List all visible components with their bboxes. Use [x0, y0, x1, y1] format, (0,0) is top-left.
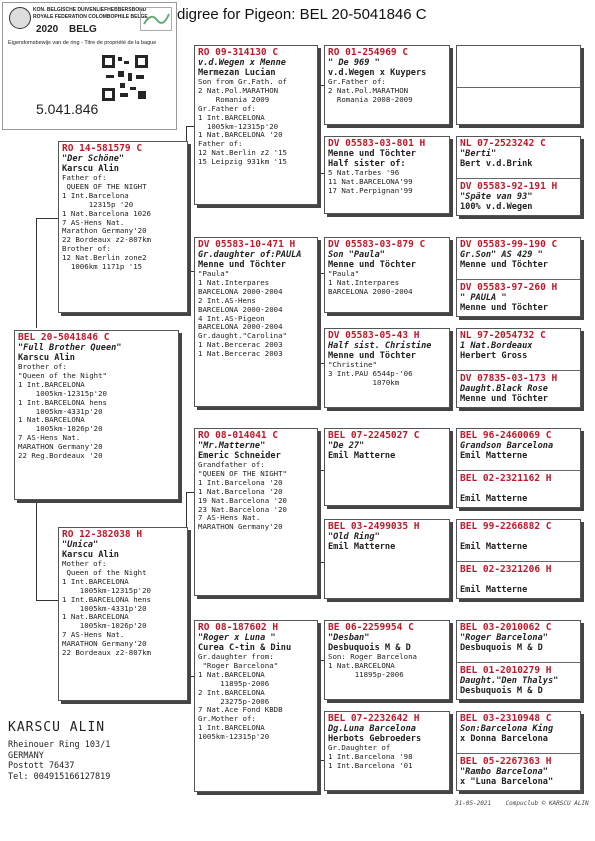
pigeon-info: "Christine" 3 Int.PAU 6544p-'06 1070km: [328, 360, 413, 387]
pigeon-card-sire[interactable]: [58, 141, 188, 313]
federation-name-nl: KON. BELGISCHE DUIVENLIEFHEBBERSBOND: [33, 7, 147, 13]
ring-number: BE 06-2259954 C: [328, 622, 414, 633]
pigeon-card-sdd[interactable]: [324, 328, 450, 408]
pigeon-name: Grandson Barcelona: [460, 441, 554, 451]
federation-name-fr: ROYALE FEDERATION COLOMBOPHILE BELGE: [33, 14, 148, 20]
pigeon-card-g5[interactable]: [457, 180, 580, 213]
pigeon-info: Son from Gr.Fath. of 2 Nat.Pol.MARATHON Romania 2009 Gr.Father of: 1 Int.BARCELONA 1005km-12315p'20 1 Nat.BARCELONA '20 Father of: 12 Nat.Berlin z2 '15 15 Leipzig 931km '15: [198, 77, 287, 167]
pigeon-card-g5[interactable]: [457, 664, 580, 697]
pigeon-name: Daught.Black Rose: [460, 384, 548, 394]
ring-number: BEL 02-2321206 H: [460, 564, 552, 575]
owner-name: Herbots Gebroeders: [328, 734, 422, 744]
page-title: digree for Pigeon: BEL 20-5041846 C: [177, 6, 427, 23]
connector: [186, 126, 194, 127]
pigeon-card-sds[interactable]: [324, 237, 450, 313]
pigeon-pair-2: [456, 136, 581, 216]
pigeon-card-dds[interactable]: [324, 620, 450, 700]
divider: [457, 87, 580, 88]
pigeon-name: "Späte van 93": [460, 192, 533, 202]
pigeon-card-g5[interactable]: [457, 712, 580, 752]
pigeon-name: "Roger x Luna ": [198, 633, 276, 643]
ring-number: 5.041.846: [36, 101, 99, 117]
ring-number: RO 08-014041 C: [198, 430, 279, 441]
owner-name: Emeric Schneider: [198, 451, 281, 461]
pigeon-name: "Unica": [62, 540, 99, 550]
connector: [186, 492, 194, 493]
owner-name: Desbuquois M & D: [460, 686, 543, 696]
pigeon-name: " De 969 ": [328, 58, 380, 68]
pigeon-card-g5[interactable]: [457, 137, 580, 177]
ring-number: RO 08-187602 H: [198, 622, 279, 633]
divider: [457, 279, 580, 280]
pigeon-card-g5[interactable]: [457, 89, 580, 91]
pigeon-card-ds[interactable]: [194, 428, 318, 596]
ring-number: BEL 01-2010279 H: [460, 665, 552, 676]
pigeon-name: [460, 484, 577, 494]
ring-number: BEL 02-2321162 H: [460, 473, 552, 484]
divider: [457, 662, 580, 663]
divider: [457, 753, 580, 754]
pigeon-name: Son "Paula": [328, 250, 385, 260]
owner-name: Emil Matterne: [460, 585, 528, 595]
ring-number: BEL 03-2010062 C: [460, 622, 552, 633]
ring-number: RO 12-382038 H: [62, 529, 143, 540]
pigeon-name: " PAULA ": [460, 293, 507, 303]
owner-name: Herbert Gross: [460, 351, 528, 361]
pigeon-name: "De 27": [328, 441, 365, 451]
owner-name: x "Luna Barcelona": [460, 777, 554, 787]
owner-name: Menne und Töchter: [460, 260, 548, 270]
pigeon-card-g5[interactable]: [457, 429, 580, 469]
hologram-icon: [140, 7, 172, 31]
pigeon-info: Gr.Father of: 2 Nat.Pol.MARATHON Romania 2008-2009: [328, 77, 413, 104]
pigeon-card-g5[interactable]: [457, 755, 580, 788]
ring-number: BEL 07-2232642 H: [328, 713, 420, 724]
connector: [320, 273, 321, 363]
pigeon-card-subject[interactable]: [14, 330, 179, 500]
owner-name: x Donna Barcelona: [460, 734, 548, 744]
pigeon-card-ddd[interactable]: [324, 711, 450, 791]
pigeon-info: Mother of: Queen of the Night 1 Int.BARCELONA 1005km-12315p'20 1 Int.BARCELONA hens 1005km-4331p'20 1 Nat.BARCELONA 1005km-1026p'20 7 AS-Hens Nat. MARATHON Germany'20 22 Bordeaux z2-807km: [62, 559, 151, 658]
ring-number: RO 01-254969 C: [328, 47, 409, 58]
pigeon-card-dam[interactable]: [58, 527, 188, 701]
ring-number: BEL 03-2499035 H: [328, 521, 420, 532]
pigeon-card-sss[interactable]: [324, 45, 450, 125]
connector: [36, 218, 58, 219]
pigeon-pair-5: [456, 428, 581, 508]
pigeon-info: Brother of: "Queen of the Night" 1 Int.BARCELONA 1005km-12315p'20 1 Int.BARCELONA hens 1005km-4331p'20 1 Nat.BARCELONA 1005km-1026p'20 7 AS-Hens Nat. MARATHON Germany'20 22 Reg.Bordeaux '20: [18, 362, 107, 461]
pigeon-name: v.d.Wegen x Menne: [198, 58, 286, 68]
divider: [457, 370, 580, 371]
pigeon-name: Menne und Töchter: [328, 149, 416, 159]
owner-name: Menne und Töchter: [328, 260, 416, 270]
pigeon-info: 5 Nat.Tarbes '96 11 Nat.BARCELONA'99 17 Nat.Perpignan'99: [328, 168, 413, 195]
pigeon-pair-6: [456, 519, 581, 599]
ownership-text: Eigendomsbewijs van de ring - Titre de propriété de la bague: [8, 40, 157, 46]
pigeon-pair-8: [456, 711, 581, 791]
connector: [36, 218, 37, 328]
ring-number: BEL 03-2310948 C: [460, 713, 552, 724]
ring-number: DV 05583-03-801 H: [328, 138, 426, 149]
pigeon-card-sd[interactable]: [194, 237, 318, 407]
pigeon-info: Gr.daughter from: "Roger Barcelona" 1 Nat.BARCELONA 11895p-2006 2 Int.BARCELONA 23275p-2006 7 Nat.Ace Fond KBDB Gr.Mother of: 1 Int.BARCELONA 1005km-12315p'20: [198, 652, 283, 742]
connector: [320, 85, 321, 173]
pigeon-name: "Old Ring": [328, 532, 380, 542]
ring-number: RO 09-314130 C: [198, 47, 279, 58]
pigeon-card-g5[interactable]: [457, 238, 580, 278]
owner-name: Menne und Töchter: [328, 351, 416, 361]
owner-name: Emil Matterne: [460, 451, 528, 461]
connector: [320, 660, 321, 760]
divider: [457, 561, 580, 562]
ring-number: DV 05583-99-190 C: [460, 239, 558, 250]
owner-name: Karscu Alin: [62, 550, 119, 560]
pigeon-card-g5[interactable]: [457, 46, 580, 86]
ring-number: DV 07835-03-173 H: [460, 373, 558, 384]
pigeon-info: "Paula" 1 Nat.Interpares BARCELONA 2000-2004 2 Int.AS-Hens BARCELONA 2000-2004 4 Int.AS-Pigeon BARCELONA 2000-2004 Gr.daught."Carolina" 1 Nat.Bercerac 2003 1 Nat.Bercerac 2003: [198, 269, 287, 359]
qr-code: [100, 53, 150, 103]
ring-number: DV 05583-92-191 H: [460, 181, 558, 192]
owner-name: Emil Matterne: [460, 494, 528, 504]
pigeon-card-dss[interactable]: [324, 428, 450, 506]
footer-credit: 31-05-2021 Compuclub © KARSCU ALIN: [455, 800, 589, 807]
ring-number: BEL 05-2267363 H: [460, 756, 552, 767]
pigeon-card-g5[interactable]: [457, 621, 580, 661]
pigeon-info: Son: Roger Barcelona 1 Nat.BARCELONA 11895p-2006: [328, 652, 417, 679]
ring-number: DV 05583-10-471 H: [198, 239, 296, 250]
pigeon-name: "Desban": [328, 633, 370, 643]
owner-name: v.d.Wegen x Kuypers: [328, 68, 427, 78]
pigeon-card-ss[interactable]: [194, 45, 318, 205]
owner-name: Karscu Alin: [62, 164, 119, 174]
pigeon-name: Dg.Luna Barcelona: [328, 724, 416, 734]
ring-number: DV 05583-97-260 H: [460, 282, 558, 293]
ring-number: NL 97-2054732 C: [460, 330, 546, 341]
pigeon-pair-1: [456, 45, 581, 125]
pigeon-name: "Roger Barcelona": [460, 633, 548, 643]
ring-number: DV 05583-03-879 C: [328, 239, 426, 250]
owner-name: 100% v.d.Wegen: [460, 202, 533, 212]
pigeon-card-ssd[interactable]: [324, 136, 450, 214]
ring-number: NL 07-2523242 C: [460, 138, 546, 149]
ring-number: BEL 99-2266882 C: [460, 521, 552, 532]
pigeon-name: "Mr.Matterne": [198, 441, 266, 451]
ring-number: RO 14-581579 C: [62, 143, 143, 154]
card-country: BELG: [69, 24, 97, 35]
owner-name: Emil Matterne: [328, 451, 396, 461]
breeder-name: KARSCU ALIN: [8, 720, 106, 735]
owner-name: Karscu Alin: [18, 353, 75, 363]
divider: [457, 470, 580, 471]
pigeon-card-g5[interactable]: [457, 329, 580, 369]
pigeon-pair-4: [456, 328, 581, 408]
breeder-address: Rheinouer Ring 103/1 GERMANY Postott 76437 Tel: 004915166127819: [8, 740, 111, 782]
pigeon-card-g5[interactable]: [457, 520, 580, 560]
pigeon-info: Grandfather of: "QUEEN OF THE NIGHT" 1 Int.Barcelona '20 1 Nat.Barcelona '20 19 Nat.Barcelona '20 23 Nat.Barcelona '20 7 AS-Hens Nat. MARATHON Germany'20: [198, 460, 287, 532]
divider: [457, 178, 580, 179]
pigeon-info: Father of: QUEEN OF THE NIGHT 1 Int.Barcelona 12315p '20 1 Nat.Barcelona 1026 7 AS-Hens Nat. Marathon Germany'20 22 Bordeaux z2-807km Brother of: 12 Nat.Berlin zone2 1006km 1171p '15: [62, 173, 151, 272]
owner-name: Mermezan Lucian: [198, 68, 276, 78]
connector: [36, 600, 58, 601]
pigeon-name: "Full Brother Queen": [18, 343, 122, 353]
owner-name: Desbuquois M & D: [328, 643, 411, 653]
pigeon-name: "Berti": [460, 149, 497, 159]
pigeon-name: [460, 532, 577, 542]
owner-name: Curea C-tin & Dinu: [198, 643, 292, 653]
owner-name: Menne und Töchter: [460, 303, 548, 313]
pigeon-name: 1 Nat.Bordeaux: [460, 341, 533, 351]
pigeon-info: "Paula" 1 Nat.Interpares BARCELONA 2000-2004: [328, 269, 413, 296]
pigeon-card-dsd[interactable]: [324, 519, 450, 599]
pigeon-card-g5[interactable]: [457, 281, 580, 314]
ring-number: BEL 07-2245027 C: [328, 430, 420, 441]
ring-card: [2, 2, 177, 130]
pigeon-name: "Der Schöne": [62, 154, 125, 164]
owner-name: Half sister of:: [328, 159, 406, 169]
federation-logo: [9, 7, 31, 29]
pigeon-name: Gr.daughter of:PAULA: [198, 250, 302, 260]
ring-number: BEL 96-2460069 C: [460, 430, 552, 441]
pigeon-card-g5[interactable]: [457, 372, 580, 405]
pigeon-name: Gr.Son" AS 429 ": [460, 250, 543, 260]
pigeon-name: [460, 575, 577, 585]
pigeon-card-g5[interactable]: [457, 563, 580, 596]
pigeon-name: Son:Barcelona King: [460, 724, 554, 734]
owner-name: Menne und Töchter: [198, 260, 286, 270]
pigeon-card-g5[interactable]: [457, 472, 580, 505]
card-year: 2020: [36, 24, 59, 35]
pigeon-card-dd[interactable]: [194, 620, 318, 792]
owner-name: Emil Matterne: [328, 542, 396, 552]
pigeon-info: Gr.Daughter of 1 Int.Barcelona '98 1 Int.Barcelona '01: [328, 743, 413, 770]
ring-number: BEL 20-5041846 C: [18, 332, 110, 343]
owner-name: Menne und Töchter: [460, 394, 548, 404]
pigeon-name: Daught."Den Thalys": [460, 676, 559, 686]
pigeon-name: "Rambo Barcelona": [460, 767, 548, 777]
owner-name: Emil Matterne: [460, 542, 528, 552]
pigeon-pair-3: [456, 237, 581, 317]
owner-name: Bert v.d.Brink: [460, 159, 533, 169]
ring-number: DV 05583-05-43 H: [328, 330, 420, 341]
owner-name: Desbuquois M & D: [460, 643, 543, 653]
connector: [320, 470, 321, 562]
pigeon-pair-7: [456, 620, 581, 700]
pigeon-name: Half sist. Christine: [328, 341, 432, 351]
